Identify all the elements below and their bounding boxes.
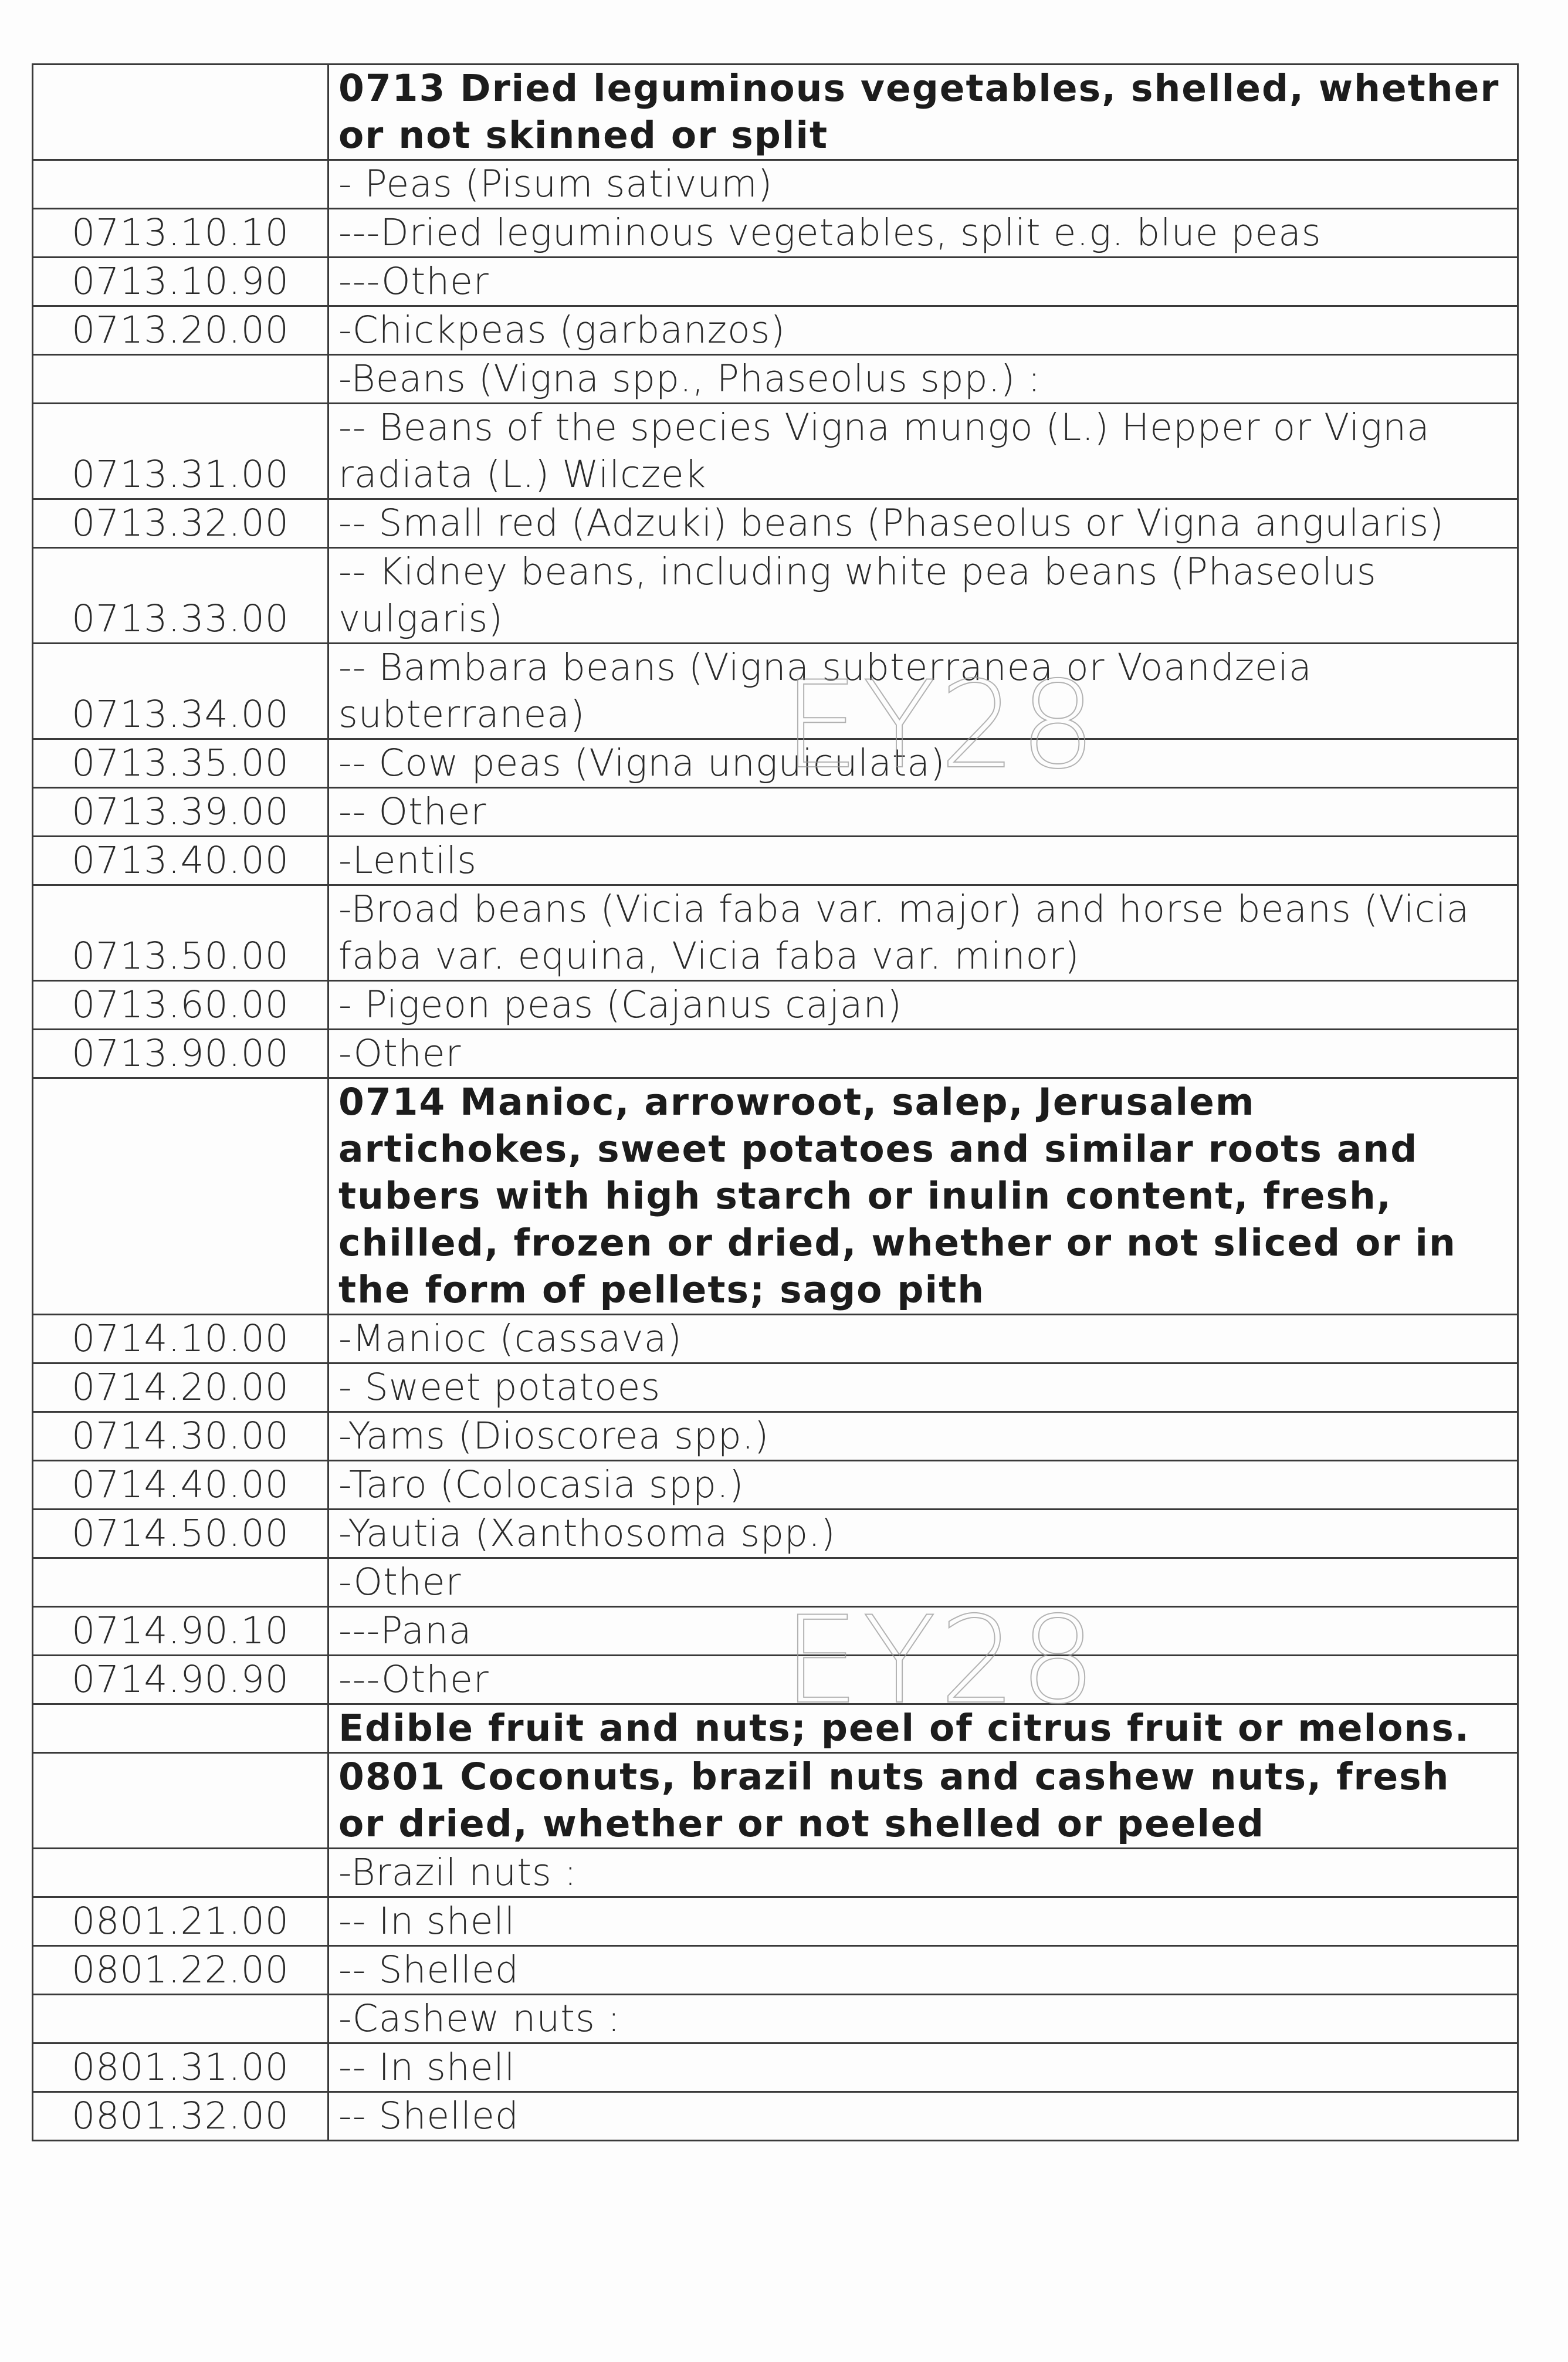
description-cell: -- Shelled <box>328 1946 1518 1995</box>
tariff-code-cell: 0714.50.00 <box>33 1510 328 1558</box>
heading-description-cell: 0713 Dried leguminous vegetables, shelled, whether or not skinned or split <box>328 65 1518 160</box>
table-row <box>33 2043 1518 2092</box>
table-row <box>33 1704 1518 1753</box>
table-row <box>33 1510 1518 1558</box>
tariff-code-cell: 0713.31.00 <box>33 404 328 499</box>
tariff-code-cell: 0713.40.00 <box>33 837 328 885</box>
tariff-code-cell: 0801.21.00 <box>33 1897 328 1946</box>
tariff-code-cell <box>33 355 328 404</box>
description-cell: -Yams (Dioscorea spp.) <box>328 1412 1518 1461</box>
description-cell: -Manioc (cassava) <box>328 1315 1518 1363</box>
description-cell: -Chickpeas (garbanzos) <box>328 306 1518 355</box>
ey28-stamp: EY28 <box>783 1591 1100 1731</box>
description-cell: -- In shell <box>328 2043 1518 2092</box>
tariff-code-cell: 0713.35.00 <box>33 739 328 788</box>
tariff-code-cell: 0713.32.00 <box>33 499 328 548</box>
tariff-code-cell: 0714.90.90 <box>33 1656 328 1704</box>
tariff-code-cell: 0801.31.00 <box>33 2043 328 2092</box>
tariff-table-body <box>33 65 1518 2141</box>
tariff-code-cell: 0714.20.00 <box>33 1363 328 1412</box>
table-row <box>33 65 1518 160</box>
description-cell: - Peas (Pisum sativum) <box>328 160 1518 209</box>
tariff-code-cell <box>33 1558 328 1607</box>
tariff-code-cell: 0713.20.00 <box>33 306 328 355</box>
table-row <box>33 209 1518 258</box>
description-cell: -Other <box>328 1558 1518 1607</box>
description-cell: -Yautia (Xanthosoma spp.) <box>328 1510 1518 1558</box>
tariff-code-cell: 0713.50.00 <box>33 885 328 981</box>
tariff-table <box>32 63 1519 2141</box>
tariff-code-cell <box>33 160 328 209</box>
table-row <box>33 739 1518 788</box>
heading-description-cell: Edible fruit and nuts; peel of citrus fruit or melons. <box>328 1704 1518 1753</box>
table-row <box>33 1995 1518 2043</box>
table-row <box>33 1461 1518 1510</box>
table-row <box>33 885 1518 981</box>
table-row <box>33 1412 1518 1461</box>
tariff-code-cell <box>33 1704 328 1753</box>
description-cell: -- Kidney beans, including white pea beans (Phaseolus vulgaris) <box>328 548 1518 644</box>
tariff-code-cell: 0714.90.10 <box>33 1607 328 1656</box>
description-cell: -Taro (Colocasia spp.) <box>328 1461 1518 1510</box>
table-row <box>33 1315 1518 1363</box>
description-cell: -Beans (Vigna spp., Phaseolus spp.) : <box>328 355 1518 404</box>
description-cell: -- Shelled <box>328 2092 1518 2141</box>
tariff-code-cell <box>33 1078 328 1315</box>
description-cell: -Cashew nuts : <box>328 1995 1518 2043</box>
table-row <box>33 1849 1518 1897</box>
table-row <box>33 1946 1518 1995</box>
table-row <box>33 548 1518 644</box>
tariff-code-cell: 0713.10.90 <box>33 258 328 306</box>
table-row <box>33 2092 1518 2141</box>
tariff-code-cell: 0713.34.00 <box>33 644 328 739</box>
table-row <box>33 1753 1518 1849</box>
table-row <box>33 1656 1518 1704</box>
table-row <box>33 1607 1518 1656</box>
description-cell: - Pigeon peas (Cajanus cajan) <box>328 981 1518 1030</box>
tariff-code-cell: 0713.10.10 <box>33 209 328 258</box>
table-row <box>33 1078 1518 1315</box>
table-row <box>33 644 1518 739</box>
table-row <box>33 1558 1518 1607</box>
table-row <box>33 404 1518 499</box>
description-cell: -- In shell <box>328 1897 1518 1946</box>
tariff-code-cell: 0714.30.00 <box>33 1412 328 1461</box>
description-cell: -- Small red (Adzuki) beans (Phaseolus or Vigna angularis) <box>328 499 1518 548</box>
description-cell: -- Cow peas (Vigna unguiculata) <box>328 739 1518 788</box>
tariff-code-cell <box>33 1849 328 1897</box>
description-cell: -Other <box>328 1030 1518 1078</box>
heading-description-cell: 0714 Manioc, arrowroot, salep, Jerusalem artichokes, sweet potatoes and similar roots and tubers with high starch or inulin content, fresh, chilled, frozen or dried, whether or not sliced or in the form of pellets; sago pith <box>328 1078 1518 1315</box>
table-row <box>33 1897 1518 1946</box>
table-row <box>33 160 1518 209</box>
ey28-stamp: EY28 <box>783 656 1100 796</box>
table-row <box>33 258 1518 306</box>
description-cell: ---Dried leguminous vegetables, split e.g. blue peas <box>328 209 1518 258</box>
description-cell: ---Other <box>328 1656 1518 1704</box>
description-cell: -- Beans of the species Vigna mungo (L.) Hepper or Vigna radiata (L.) Wilczek <box>328 404 1518 499</box>
table-row <box>33 355 1518 404</box>
tariff-code-cell <box>33 1753 328 1849</box>
table-row <box>33 499 1518 548</box>
description-cell: ---Pana <box>328 1607 1518 1656</box>
table-row <box>33 1363 1518 1412</box>
tariff-code-cell <box>33 1995 328 2043</box>
table-row <box>33 788 1518 837</box>
tariff-code-cell: 0713.39.00 <box>33 788 328 837</box>
tariff-code-cell: 0714.10.00 <box>33 1315 328 1363</box>
table-row <box>33 837 1518 885</box>
tariff-code-cell: 0801.32.00 <box>33 2092 328 2141</box>
description-cell: -- Bambara beans (Vigna subterranea or Voandzeia subterranea) <box>328 644 1518 739</box>
tariff-code-cell <box>33 65 328 160</box>
tariff-code-cell: 0714.40.00 <box>33 1461 328 1510</box>
description-cell: -- Other <box>328 788 1518 837</box>
description-cell: ---Other <box>328 258 1518 306</box>
description-cell: -Brazil nuts : <box>328 1849 1518 1897</box>
tariff-code-cell: 0713.60.00 <box>33 981 328 1030</box>
description-cell: -Lentils <box>328 837 1518 885</box>
table-row <box>33 1030 1518 1078</box>
tariff-code-cell: 0801.22.00 <box>33 1946 328 1995</box>
table-row <box>33 306 1518 355</box>
heading-description-cell: 0801 Coconuts, brazil nuts and cashew nuts, fresh or dried, whether or not shelled or peeled <box>328 1753 1518 1849</box>
table-row <box>33 981 1518 1030</box>
tariff-code-cell: 0713.90.00 <box>33 1030 328 1078</box>
description-cell: -Broad beans (Vicia faba var. major) and horse beans (Vicia faba var. equina, Vicia faba var. minor) <box>328 885 1518 981</box>
description-cell: - Sweet potatoes <box>328 1363 1518 1412</box>
tariff-code-cell: 0713.33.00 <box>33 548 328 644</box>
